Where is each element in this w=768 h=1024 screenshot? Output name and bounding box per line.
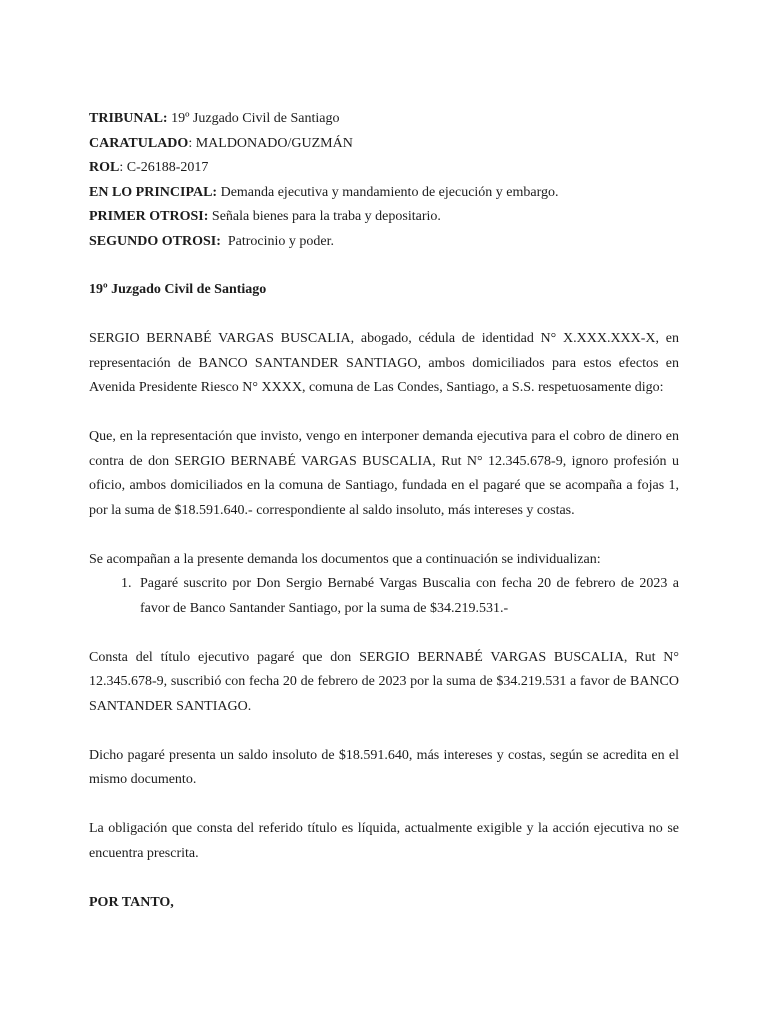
segundo-otrosi-label: SEGUNDO OTROSI: xyxy=(89,233,221,249)
caratulado-line xyxy=(89,132,679,157)
principal-line xyxy=(89,181,679,206)
principal-value: Demanda ejecutiva y mandamiento de ejecución y embargo. xyxy=(217,184,559,200)
rol-label: ROL xyxy=(89,160,120,175)
rol-value: : C-26188-2017 xyxy=(119,160,209,175)
document-page xyxy=(89,107,679,915)
intro-paragraph: SERGIO BERNABÉ VARGAS BUSCALIA, abogado, cédula de identidad N° X.XXX.XXX-X, en representación de BANCO SANTANDER SANTIAGO, ambos domiciliados para estos efectos en Avenida Presidente Riesco N° XXXX, comuna de Las Condes, Santiago, a S.S. respetuosamente digo: xyxy=(89,331,679,395)
primer-otrosi-line xyxy=(89,205,679,230)
principal-label: EN LO PRINCIPAL: xyxy=(89,184,218,200)
court-title: 19º Juzgado Civil de Santiago xyxy=(89,282,267,297)
documentos-intro-paragraph: Se acompañan a la presente demanda los documentos que a continuación se individualizan: xyxy=(89,551,601,567)
consta-paragraph: Consta del título ejecutivo pagaré que don SERGIO BERNABÉ VARGAS BUSCALIA, Rut N° 12.345.678-9, suscribió con fecha 20 de febrero de 2023 por la suma de $34.219.531 a favor de BANCO SANTANDER SANTIAGO. xyxy=(89,649,679,714)
primer-otrosi-value: Señala bienes para la traba y depositario. xyxy=(208,209,441,224)
caratulado-label: CARATULADO xyxy=(89,135,189,151)
documents-list xyxy=(89,572,679,621)
segundo-otrosi-line xyxy=(89,230,679,255)
primer-otrosi-label: PRIMER OTROSI: xyxy=(89,209,209,224)
segundo-otrosi-value: Patrocinio y poder. xyxy=(220,233,335,249)
saldo-paragraph: Dicho pagaré presenta un saldo insoluto de $18.591.640, más intereses y costas, según se acredita en el mismo documento. xyxy=(89,747,679,787)
closing-heading: POR TANTO, xyxy=(89,894,174,910)
case-header xyxy=(89,107,679,254)
tribunal-value: 19º Juzgado Civil de Santiago xyxy=(167,111,340,126)
obligacion-paragraph: La obligación que consta del referido título es líquida, actualmente exigible y la acción ejecutiva no se encuentra prescrita. xyxy=(89,821,679,861)
tribunal-line xyxy=(89,107,679,132)
rol-line xyxy=(89,156,679,181)
tribunal-label: TRIBUNAL: xyxy=(89,111,168,126)
document-item: 1. Pagaré suscrito por Don Sergio Bernabé Vargas Buscalia con fecha 20 de febrero de 2023 a favor de Banco Santander Santiago, por la suma de $34.219.531.- xyxy=(135,572,679,621)
caratulado-value: : MALDONADO/GUZMÁN xyxy=(188,135,353,151)
demanda-paragraph: Que, en la representación que invisto, vengo en interponer demanda ejecutiva para el cobro de dinero en contra de don SERGIO BERNABÉ VARGAS BUSCALIA, Rut N° 12.345.678-9, ignoro profesión u oficio, ambos domiciliados en la comuna de Santiago, fundada en el pagaré que se acompaña a fojas 1, por la suma de $18.591.640.- correspondiente al saldo insoluto, más intereses y costas. xyxy=(89,429,679,518)
